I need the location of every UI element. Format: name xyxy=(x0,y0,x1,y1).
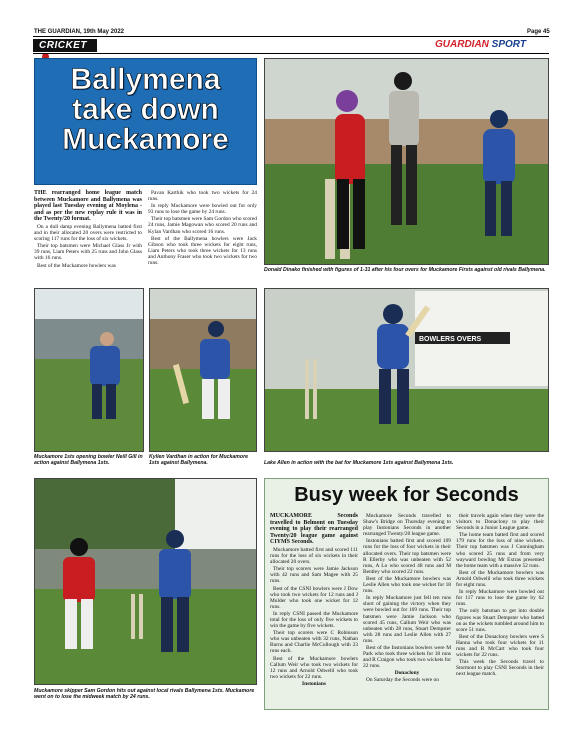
busy-week-subhead: Donaclony xyxy=(394,670,420,677)
busy-week-col-3 xyxy=(456,513,544,678)
busy-week-paragraph: Instonians batted first and scored 109 runs for the loss of four wickets in their allocated overs. Their top batsmen were R Ellerby who was unbeaten with 52 runs, A Lo who scored 48 runs and M Bentley who scored 22 runs. xyxy=(363,538,451,575)
main-story-paragraph: Their top batsmen were Sam Gordon who scored 24 runs, Jamie Magowan who scored 20 runs and Kylan Vardhan who scored 16 runs. xyxy=(148,216,257,235)
caption-mid-left: Muckamore 1sts opening bowler Neill Gill in action against Ballymena 1sts. xyxy=(34,454,143,466)
photo-batter-vardhan xyxy=(149,288,257,452)
busy-week-paragraph: Best of the Muckamore bowlers Callum Weir who took two wickets for 12 runs and Arnold Odwelil who took two wickets for 22 runs. xyxy=(270,655,358,680)
busy-week-paragraph: Their top scorers were Jamie Jackson with 42 runs and Sam Magee with 25 runs. xyxy=(270,566,358,585)
busy-week-paragraph: Best of the Donaclony bowlers were S Hanna who took four wickets for 11 runs and R McCart who took four wickets for 22 runs. xyxy=(456,633,544,659)
busy-week-paragraph: The only batsman to get into double figures was Stuart Dempster who batted on as the wickets tumbled around him to score 51 runs. xyxy=(456,608,544,633)
photo-batter-vardhan-art xyxy=(150,289,257,452)
busy-week-paragraph: This week the Seconds travel to Stormont to play CSNI Seconds in their next league match. xyxy=(456,659,544,678)
header-rule-2 xyxy=(33,53,549,54)
busy-week-lead: MUCKAMORE Seconds travelled to Belmont on Tuesday evening to play their rearranged Twenty/20 league game against CIYMS Seconds. xyxy=(270,513,358,546)
busy-week-subhead: Instonians xyxy=(302,680,326,687)
main-story-paragraph: Best of the Ballymena bowlers were Jack Gibson who took three wickets for eight runs, Liam Peters who took three wickets for 13 runs and Anthony Fraser who took two wickets for two runs. xyxy=(148,235,257,267)
busy-week-paragraph: In reply CSNI passed the Muckamore total for the loss of only five wickets to win the game by five wickets. xyxy=(270,610,358,630)
busy-week-paragraph: their travels again when they were the visitors to Donaclony to play their Seconds in a Junior League game. xyxy=(456,513,544,532)
photo-bowler-dinako xyxy=(264,58,549,265)
photo-skipper-gordon xyxy=(34,478,257,685)
busy-week-paragraph: In reply Muckamore just fell ten runs short of gaining the victory when they were bowled out for 169 runs. Their top batsmen were Jamie Jackson who scored 45 runs, Callum Weir who was unbeaten with 28 runs, Stuart Dempster with 28 runs and Leslie Allen with 27 runs. xyxy=(363,595,451,644)
headline-box xyxy=(34,58,257,185)
busy-week-box xyxy=(264,478,549,710)
page-number: Page 45 xyxy=(527,29,550,35)
main-story-paragraph: Their top batsmen were Michael Glass Jr with 39 runs, Liam Peters with 25 runs and John Glass with 16 runs. xyxy=(34,243,142,262)
busy-week-paragraph: In reply Muckamore were bowled out for 117 runs to lose the game by 62 runs. xyxy=(456,589,544,608)
busy-week-title: Busy week for Seconds xyxy=(294,484,519,506)
brand-sport: SPORT xyxy=(491,39,526,50)
main-story-paragraph: On a dull damp evening Ballymena batted first and in their allocated 20 overs were restricted to scoring 117 runs for the loss of six wickets. xyxy=(34,223,142,243)
busy-week-paragraph: On Saturday the Seconds were on xyxy=(366,677,439,684)
busy-week-paragraph: Best of the Instonians bowlers were M Park who took three wickets for 18 runs and R Craigon who took two wickets for 22 runs. xyxy=(363,644,451,670)
headline-line-1: Ballymena xyxy=(70,63,221,96)
photo-bowler-gill-art xyxy=(35,289,144,452)
headline-line-3: Muckamore xyxy=(62,123,229,156)
busy-week-paragraph: Muckamore Seconds travelled to Shaw's Bridge on Thursday evening to play Instonians Seconds in another rearranged Twenty/20 league game. xyxy=(363,513,451,538)
photo-batter-allen xyxy=(264,288,549,452)
main-story-col-2 xyxy=(148,190,257,267)
busy-week-paragraph: The home team batted first and scored 179 runs for the loss of nine wickets. Their top batsmen was J Cunningham who scored 25 runs and from very wayward bowling Mr Extras presented the home team with a massive 52 runs. xyxy=(456,532,544,569)
photo-batter-allen-art xyxy=(265,289,549,452)
busy-week-paragraph: Best of the Muckamore bowlers was Arnold Odwelil who took three wickets for eight runs. xyxy=(456,569,544,589)
brand-guardian: GUARDIAN xyxy=(435,39,489,50)
caption-mid-right: Lake Allen in action with the bat for Muckamore 1sts against Ballymena 1sts. xyxy=(264,460,454,466)
main-story-paragraph: Pavan Karthik who took two wickets for 24 runs. xyxy=(148,190,257,203)
scoreboard-label: BOWLERS OVERS xyxy=(419,336,482,343)
section-label xyxy=(33,39,97,52)
guardian-sport-logo xyxy=(435,39,526,50)
busy-week-paragraph: Their top scorers were C Robinson who was unbeaten with 32 runs, Nathan Burns and Charlie McCullough with 23 runs each. xyxy=(270,630,358,655)
main-story-paragraph: In reply Muckamore were bowled out for only 93 runs to lose the game by 24 runs. xyxy=(148,203,257,216)
section-label-text: CRICKET xyxy=(39,40,87,51)
busy-week-paragraph: Best of the CSNI bowlers were J Dow who took two wickets for 12 runs and J Mulder who took one wicket for 12 runs. xyxy=(270,585,358,610)
caption-mid-center: Kylien Vardhan in action for Muckamore 1sts against Ballymena. xyxy=(149,454,248,466)
photo-skipper-gordon-art xyxy=(35,479,257,685)
main-story-lead: THE rearranged home league match between Muckamore and Ballymena was played last Tuesday evening at Moylena - and as per the new replay rule it was in the Twenty/20 format. xyxy=(34,190,142,223)
caption-bottom-left: Muckamore skipper Sam Gordon hits out against local rivals Ballymena 1sts. Muckamore went on to lose the midweek match by 24 runs. xyxy=(34,688,255,700)
busy-week-col-2 xyxy=(363,513,451,685)
main-story-paragraph: Best of the Muckamore bowlers was xyxy=(37,262,116,269)
header-rule xyxy=(33,36,549,37)
masthead-date: THE GUARDIAN, 19th May 2022 xyxy=(34,29,125,35)
photo-bowler-gill xyxy=(34,288,144,452)
caption-top-right: Donald Dinako finished with figures of 1-31 after his four overs for Muckamore Firsts against old rivals Ballymena. xyxy=(264,267,546,273)
headline-line-2: take down xyxy=(72,93,219,126)
busy-week-paragraph: Muckamore batted first and scored 111 runs for the loss of six wickets in their allocated 20 overs. xyxy=(270,546,358,566)
busy-week-col-1 xyxy=(270,513,358,688)
photo-bowler-dinako-art xyxy=(265,59,549,265)
busy-week-paragraph: Best of the Muckamore bowlers was Leslie Allen who took one wicket for 18 runs. xyxy=(363,575,451,595)
main-story-col-1 xyxy=(34,190,142,270)
